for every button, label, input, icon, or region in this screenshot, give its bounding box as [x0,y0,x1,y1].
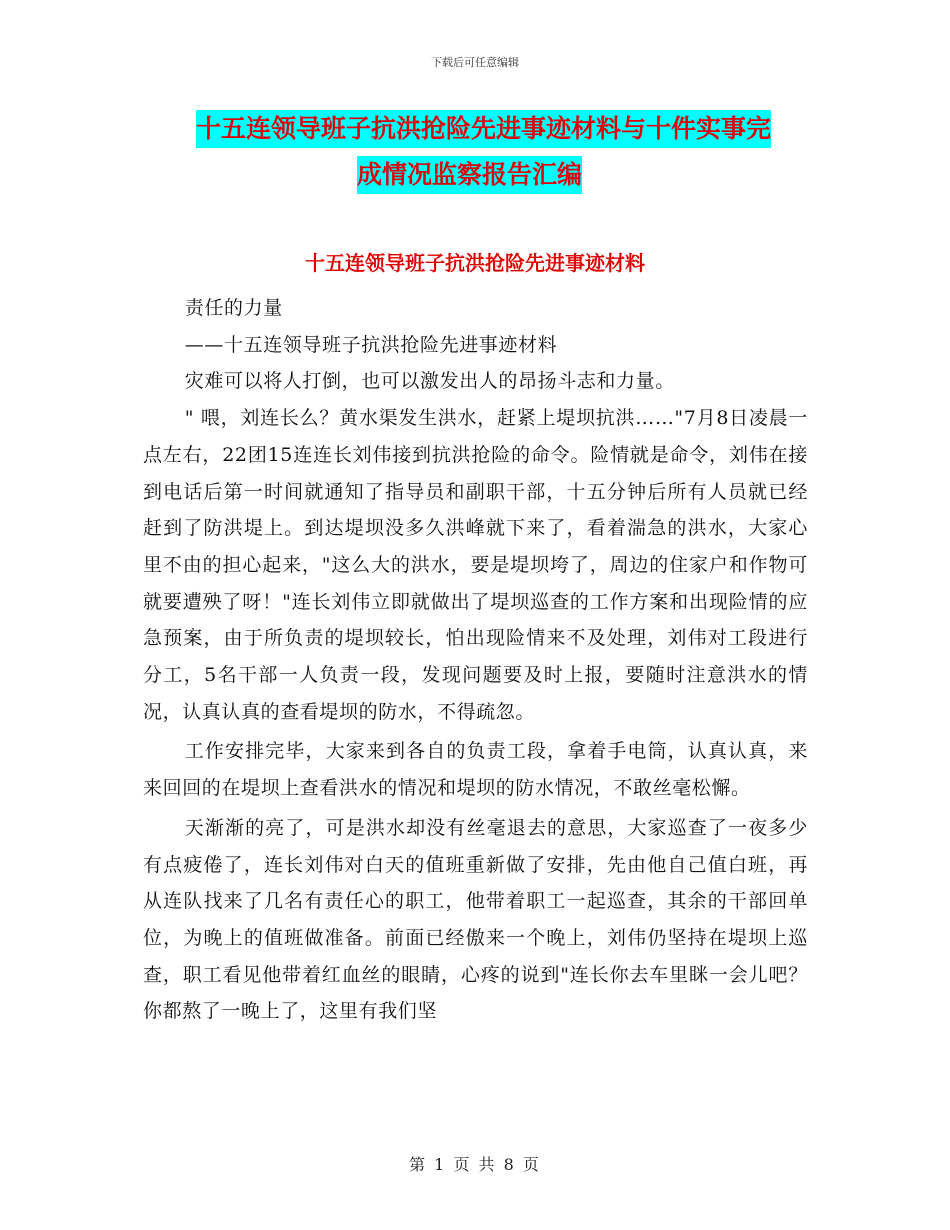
paragraph: " 喂，刘连长么？黄水渠发生洪水，赶紧上堤坝抗洪……"7月8日凌晨一点左右，22团15连连长刘伟接到抗洪抢险的命令。险情就是命令，刘伟在接到电话后第一时间就通知了指导员和副职干部，十五分钟后所有人员就已经赶到了防洪堤上。到达堤坝没多久洪峰就下来了，看着湍急的洪水，大家心里不由的担心起来，"这么大的洪水，要是堤坝垮了，周边的住家户和作物可就要遭殃了呀！"连长刘伟立即就做出了堤坝巡查的工作方案和出现险情的应急预案，由于所负责的堤坝较长，怕出现险情来不及处理，刘伟对工段进行分工，5名干部一人负责一段，发现问题要及时上报，要随时注意洪水的情况，认真认真的查看堤坝的防水，不得疏忽。 [143,407,808,723]
paragraph: 灾难可以将人打倒，也可以激发出人的昂扬斗志和力量。 [184,370,675,393]
paragraph-subtitle: 责任的力量 [184,297,283,319]
title-line-1: 十五连领导班子抗洪抢险先进事迹材料与十件实事完 [196,110,771,148]
header-note: 下载后可任意编辑 [431,56,519,69]
section-heading: 十五连领导班子抗洪抢险先进事迹材料 [305,251,645,275]
page-number: 第 1 页 共 8 页 [409,1155,541,1174]
paragraph-subtitle-dash: ——十五连领导班子抗洪抢险先进事迹材料 [184,333,558,356]
paragraph: 天渐渐的亮了，可是洪水却没有丝毫退去的意思，大家巡查了一夜多少有点疲倦了，连长刘伟对白天的值班重新做了安排，先由他自己值白班，再从连队找来了几名有责任心的职工，他带着职工一起巡查，其余的干部回单位，为晚上的值班做准备。前面已经傲来一个晚上，刘伟仍坚持在堤坝上巡查，职工看见他带着红血丝的眼睛，心疼的说到"连长你去车里眯一会儿吧？你都熬了一晚上了，这里有我们坚 [143,816,808,1023]
title-line-2: 成情况监察报告汇编 [357,156,582,194]
paragraph: 工作安排完毕，大家来到各自的负责工段，拿着手电筒，认真认真，来来回回的在堤坝上查看洪水的情况和堤坝的防水情况，不敢丝毫松懈。 [143,740,808,800]
body-text [143,290,808,1030]
